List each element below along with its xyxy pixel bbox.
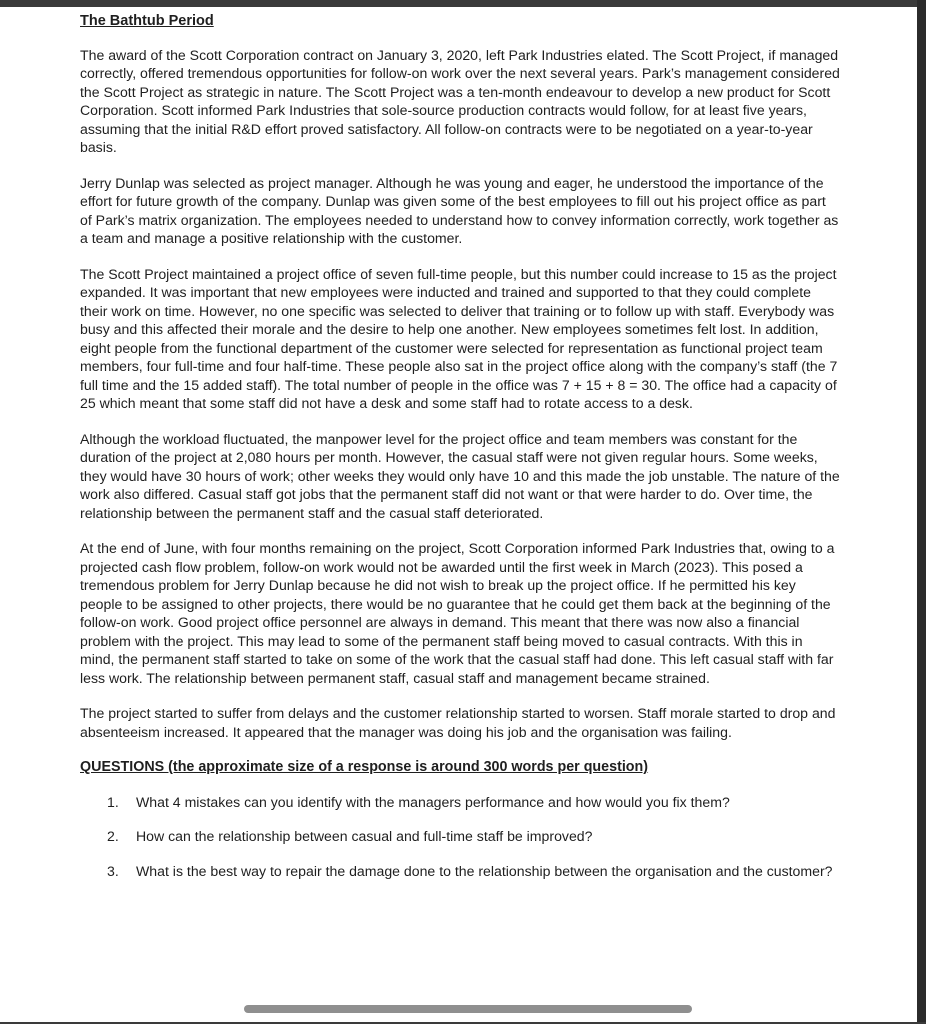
- document-title: The Bathtub Period: [80, 13, 214, 29]
- paragraph-1: The award of the Scott Corporation contract on January 3, 2020, left Park Industries elated. The Scott Project, if managed correctly, offered tremendous opportunities for follow-on work over the next several years. Park’s management considered the Scott Project as strategic in nature. The Scott Project was a ten-month endeavour to develop a new product for Scott Corporation. Scott informed Park Industries that sole-source production contracts would follow, for at least five years, assuming that the initial R&D effort proved satisfactory. All follow-on contracts were to be negotiated on a year-to-year basis.: [80, 46, 840, 155]
- questions-heading: QUESTIONS (the approximate size of a response is around 300 words per question): [80, 759, 649, 775]
- questions-list: [80, 793, 840, 881]
- question-text: How can the relationship between casual and full-time staff be improved?: [136, 828, 593, 844]
- question-text: What is the best way to repair the damage done to the relationship between the organisation and the customer?: [136, 862, 833, 879]
- paragraph-4: Although the workload fluctuated, the manpower level for the project office and team members was constant for the duration of the project at 2,080 hours per month. However, the casual staff were not given regular hours. Some weeks, they would have 30 hours of work; other weeks they would only have 10 and this made the job unstable. The nature of the work also differed. Casual staff got jobs that the permanent staff did not want or that were harder to do. Over time, the relationship between the permanent staff and the casual staff deteriorated.: [80, 430, 840, 521]
- window-top-bar: [0, 0, 926, 7]
- question-item: [107, 827, 840, 846]
- horizontal-scrollbar[interactable]: [244, 1005, 692, 1013]
- paragraph-5: At the end of June, with four months remaining on the project, Scott Corporation informed Park Industries that, owing to a projected cash flow problem, follow-on work would not be awarded until the first week in March (2023). This posed a tremendous problem for Jerry Dunlap because he did not wish to break up the project office. If he permitted his key people to be assigned to other projects, there would be no guarantee that he could get them back at the beginning of the follow-on work. Good project office personnel are always in demand. This meant that there was now also a financial problem with the project. This may lead to some of the permanent staff being moved to casual contracts. With this in mind, the permanent staff started to take on some of the work that the casual staff had done. This left casual staff with far less work. The relationship between permanent staff, casual staff and management became strained.: [80, 540, 835, 686]
- question-number: 3.: [107, 862, 119, 879]
- question-item: [107, 793, 840, 812]
- question-number: 1.: [107, 793, 119, 810]
- question-item: [107, 862, 840, 881]
- window-right-edge: [917, 0, 926, 1024]
- question-number: 2.: [107, 828, 119, 844]
- question-text: What 4 mistakes can you identify with the managers performance and how would you fix them?: [136, 793, 730, 810]
- paragraph-3: The Scott Project maintained a project office of seven full-time people, but this number could increase to 15 as the project expanded. It was important that new employees were inducted and trained and supported to that they could complete their work on time. However, no one specific was selected to deliver that training or to follow up with staff. Everybody was busy and this affected their morale and the desire to help one another. New employees sometimes felt lost. In addition, eight people from the functional department of the customer were selected for representation as functional project team members, four full-time and four half-time. These people also sat in the project office along with the company’s staff (the 7 full time and the 15 added staff). The total number of people in the office was 7 + 15 + 8 = 30. The office had a capacity of 25 which meant that some staff did not have a desk and some staff had to rotate access to a desk.: [80, 265, 838, 411]
- document-body: [80, 12, 840, 896]
- paragraph-2: Jerry Dunlap was selected as project manager. Although he was young and eager, he understood the importance of the effort for future growth of the company. Dunlap was given some of the best employees to fill out his project office as part of Park’s matrix organization. The employees needed to understand how to convey information correctly, work together as a team and manage a positive relationship with the customer.: [80, 174, 839, 246]
- paragraph-6: The project started to suffer from delays and the customer relationship started to worsen. Staff morale started to drop and absenteeism increased. It appeared that the manager was doing his job and the organisation was failing.: [80, 705, 836, 740]
